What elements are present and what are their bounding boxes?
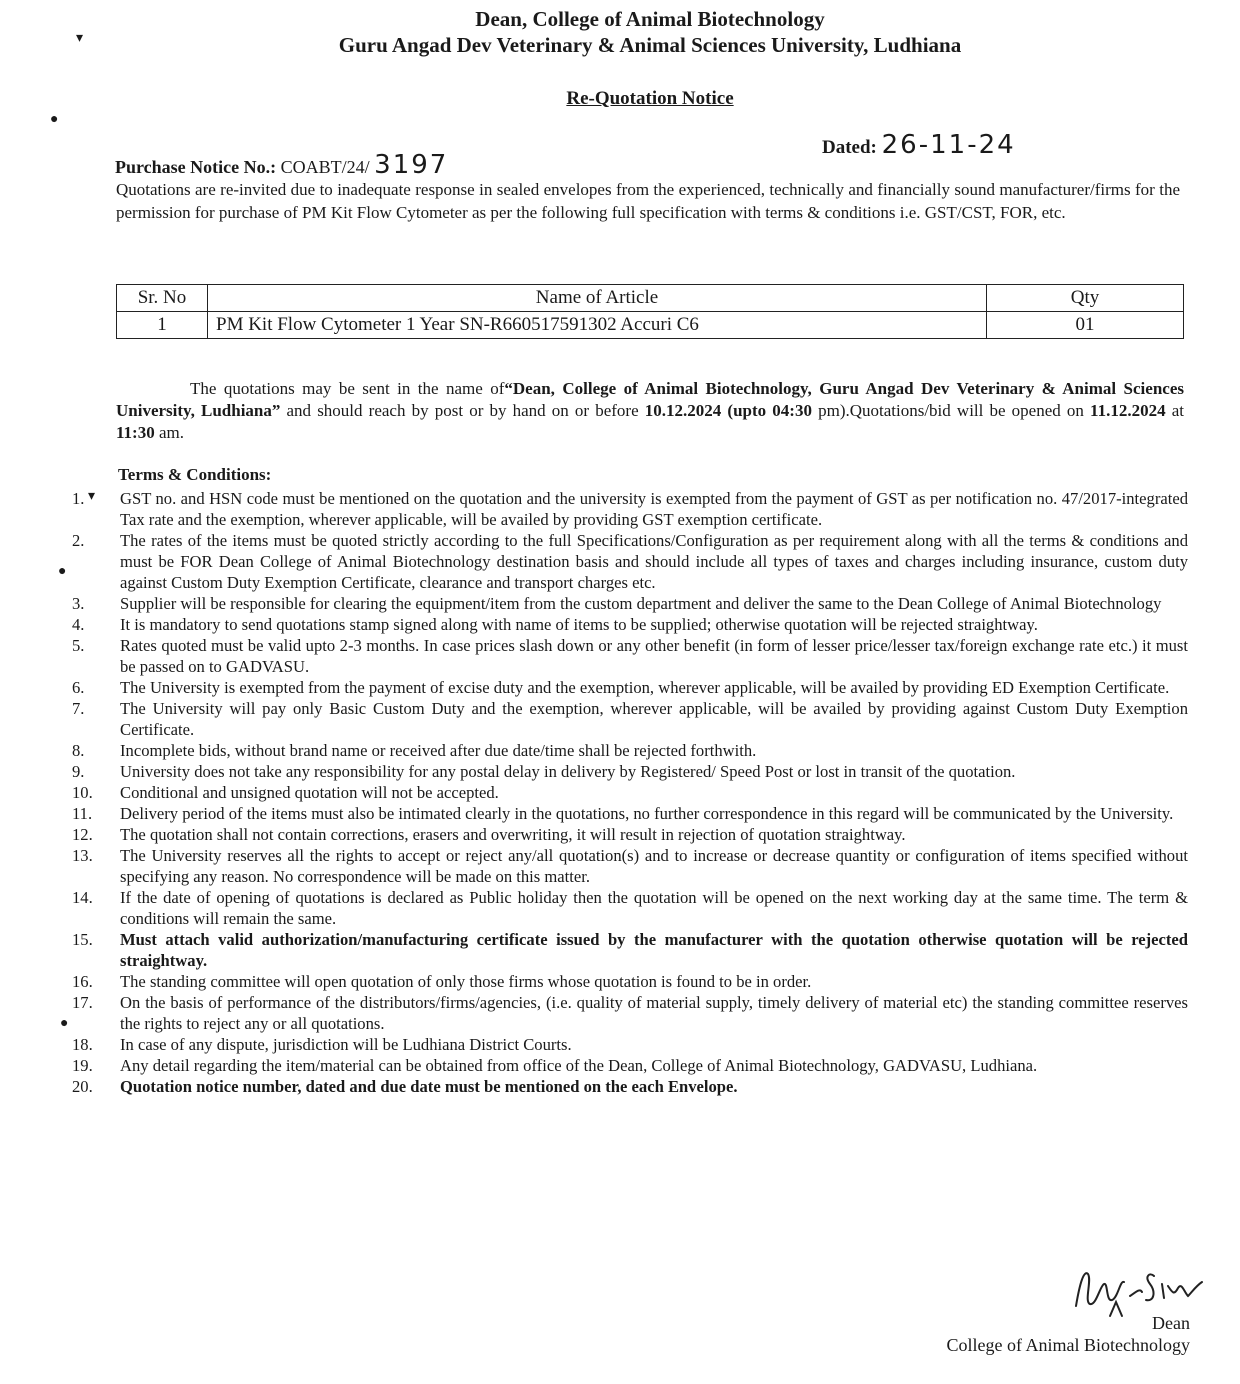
term-text: Delivery period of the items must also be intimated clearly in the quotations, no further correspondence in this regard will be communicated by the University. — [120, 804, 1174, 823]
table-header-row — [117, 285, 1184, 312]
term-item — [72, 824, 1188, 845]
term-item — [72, 887, 1188, 929]
term-number: 16. — [72, 972, 93, 991]
term-item — [72, 530, 1188, 593]
header-sr-no: Sr. No — [117, 285, 208, 312]
term-item — [72, 845, 1188, 887]
term-text: On the basis of performance of the distributors/firms/agencies, (i.e. quality of material supply, timely delivery of material etc) the standing committee reserves the rights to reject any or all quotations. — [120, 993, 1188, 1033]
purchase-notice-number — [115, 150, 448, 180]
intro-paragraph: Quotations are re-invited due to inadequate response in sealed envelopes from the experienced, technically and financially sound manufacturer/firms for the permission for purchase of PM Kit Flow Cytometer as per the following full specification with terms & conditions i.e. GST/CST, FOR, etc. — [116, 180, 1180, 222]
term-number: 4. — [72, 615, 85, 634]
terms-title: Terms & Conditions: — [118, 465, 272, 484]
opening-date: 11.12.2024 — [1090, 401, 1166, 420]
term-item — [72, 614, 1188, 635]
handwritten-notice-number: 3197 — [374, 150, 449, 180]
term-number: 17. — [72, 993, 93, 1012]
term-item — [72, 593, 1188, 614]
scan-mark: ▾ — [76, 31, 84, 46]
terms-list — [72, 488, 1188, 1097]
term-text: The University is exempted from the payment of excise duty and the exemption, wherever applicable, will be availed by providing ED Exemption Certificate. — [120, 678, 1170, 697]
term-number: 3. — [72, 594, 85, 613]
term-text: Any detail regarding the item/material can be obtained from office of the Dean, College of Animal Biotechnology, GADVASU, Ludhiana. — [120, 1056, 1038, 1075]
term-number: 15. — [72, 930, 93, 949]
table-row — [117, 312, 1184, 339]
term-item — [72, 782, 1188, 803]
handwritten-date: 26-11-24 — [881, 130, 1016, 160]
submission-addressee: “Dean, College of Animal Biotechnology, Guru Angad Dev Veterinary & Animal Sciences University, Ludhiana” — [116, 379, 1184, 420]
term-text: If the date of opening of quotations is declared as Public holiday then the quotation will be opened on the next working day at the same time. The term & conditions will remain the same. — [120, 888, 1188, 928]
term-text: The rates of the items must be quoted strictly according to the full Specifications/Configuration as per requirement along with all the terms & conditions and must be FOR Dean College of Animal Biotechnology destination basis and should include all types of taxes and charges including insurance, custom duty against Custom Duty Exemption Certificate, clearance and transport charges etc. — [120, 531, 1188, 592]
term-text: The University reserves all the rights to accept or reject any/all quotation(s) and to increase or decrease quantity or configuration of items specified without specifying any reason. No correspondence will be made on this matter. — [120, 846, 1188, 886]
term-item — [72, 1034, 1188, 1055]
term-number: 11. — [72, 804, 93, 823]
scan-mark: ▾ — [88, 489, 96, 504]
term-number: 18. — [72, 1035, 93, 1054]
term-item — [72, 740, 1188, 761]
dated-field — [822, 130, 1016, 160]
purchase-notice-prefix: COABT/24/ — [280, 157, 370, 177]
term-number: 9. — [72, 762, 85, 781]
term-number: 6. — [72, 678, 85, 697]
term-text: Incomplete bids, without brand name or received after due date/time shall be rejected forthwith. — [120, 741, 757, 760]
cell-article-name: PM Kit Flow Cytometer 1 Year SN-R660517591302 Accuri C6 — [208, 312, 987, 339]
term-item — [72, 635, 1188, 677]
term-item — [72, 1076, 1188, 1097]
term-text: The University will pay only Basic Custom Duty and the exemption, wherever applicable, will be availed by providing against Custom Duty Exemption Certificate. — [120, 699, 1188, 739]
term-number: 2. — [72, 531, 85, 550]
term-number: 7. — [72, 699, 85, 718]
term-item — [72, 992, 1188, 1034]
submission-text-2: and should reach by post or by hand on or before — [286, 401, 639, 420]
opening-time: 11:30 — [116, 423, 155, 442]
term-text: The standing committee will open quotation of only those firms whose quotation is found to be in order. — [120, 972, 812, 991]
term-number: 5. — [72, 636, 85, 655]
notice-title: Re-Quotation Notice — [566, 88, 734, 109]
term-text: Must attach valid authorization/manufacturing certificate issued by the manufacturer with the quotation otherwise quotation will be rejected straightway. — [120, 930, 1188, 970]
term-text: In case of any dispute, jurisdiction will be Ludhiana District Courts. — [120, 1035, 572, 1054]
term-text: It is mandatory to send quotations stamp signed along with name of items to be supplied; otherwise quotation will be rejected straightway. — [120, 615, 1038, 634]
term-text: Rates quoted must be valid upto 2-3 months. In case prices slash down or any other benefit (in form of lesser price/lesser tax/foreign exchange rate etc.) it must be passed on to GADVASU. — [120, 636, 1188, 676]
scan-dot: ● — [50, 112, 59, 127]
term-item — [72, 929, 1188, 971]
term-item — [72, 1055, 1188, 1076]
term-text: Conditional and unsigned quotation will not be accepted. — [120, 783, 499, 802]
signature-scribble — [1070, 1262, 1230, 1318]
term-number: 19. — [72, 1056, 93, 1075]
submission-text-1: The quotations may be sent in the name of — [190, 379, 505, 398]
term-number: 8. — [72, 741, 85, 760]
term-item — [72, 971, 1188, 992]
term-text: GST no. and HSN code must be mentioned on the quotation and the university is exempted from the payment of GST as per notification no. 47/2017-integrated Tax rate and the exemption, wherever applicable, will be availed by providing GST exemption certificate. — [120, 489, 1188, 529]
due-date: 10.12.2024 (upto 04:30 — [644, 401, 812, 420]
header-name-of-article: Name of Article — [208, 285, 987, 312]
cell-qty: 01 — [987, 312, 1184, 339]
term-number: 13. — [72, 846, 93, 865]
term-number: 20. — [72, 1077, 93, 1096]
term-item — [72, 698, 1188, 740]
header-line-2: Guru Angad Dev Veterinary & Animal Sciences University, Ludhiana — [338, 33, 962, 57]
term-text: Supplier will be responsible for clearing the equipment/item from the custom department and deliver the same to the Dean College of Animal Biotechnology — [120, 594, 1162, 613]
term-number: 10. — [72, 783, 93, 802]
signatory-title: Dean — [1152, 1313, 1190, 1333]
scan-dot: ● — [58, 564, 67, 579]
term-item — [72, 488, 1188, 530]
term-text: The quotation shall not contain corrections, erasers and overwriting, it will result in rejection of quotation straightway. — [120, 825, 906, 844]
submission-text-3: pm).Quotations/bid will be opened on — [818, 401, 1084, 420]
scan-dot: ● — [60, 1016, 69, 1031]
term-text: University does not take any responsibility for any postal delay in delivery by Registered/ Speed Post or lost in transit of the quotation. — [120, 762, 1016, 781]
term-number: 1. — [72, 489, 85, 508]
cell-sr-no: 1 — [117, 312, 208, 339]
purchase-notice-label: Purchase Notice No.: — [115, 157, 277, 177]
header-qty: Qty — [987, 285, 1184, 312]
term-item — [72, 677, 1188, 698]
term-number: 14. — [72, 888, 93, 907]
term-item — [72, 803, 1188, 824]
submission-text-4: at — [1171, 401, 1185, 420]
article-table — [116, 284, 1184, 339]
submission-paragraph — [116, 378, 1184, 444]
signatory-department: College of Animal Biotechnology — [946, 1335, 1190, 1355]
term-text: Quotation notice number, dated and due date must be mentioned on the each Envelope. — [120, 1077, 738, 1096]
header-line-1: Dean, College of Animal Biotechnology — [475, 7, 825, 31]
submission-text-5: am. — [158, 423, 185, 442]
term-number: 12. — [72, 825, 93, 844]
dated-label: Dated: — [822, 137, 877, 158]
term-item — [72, 761, 1188, 782]
